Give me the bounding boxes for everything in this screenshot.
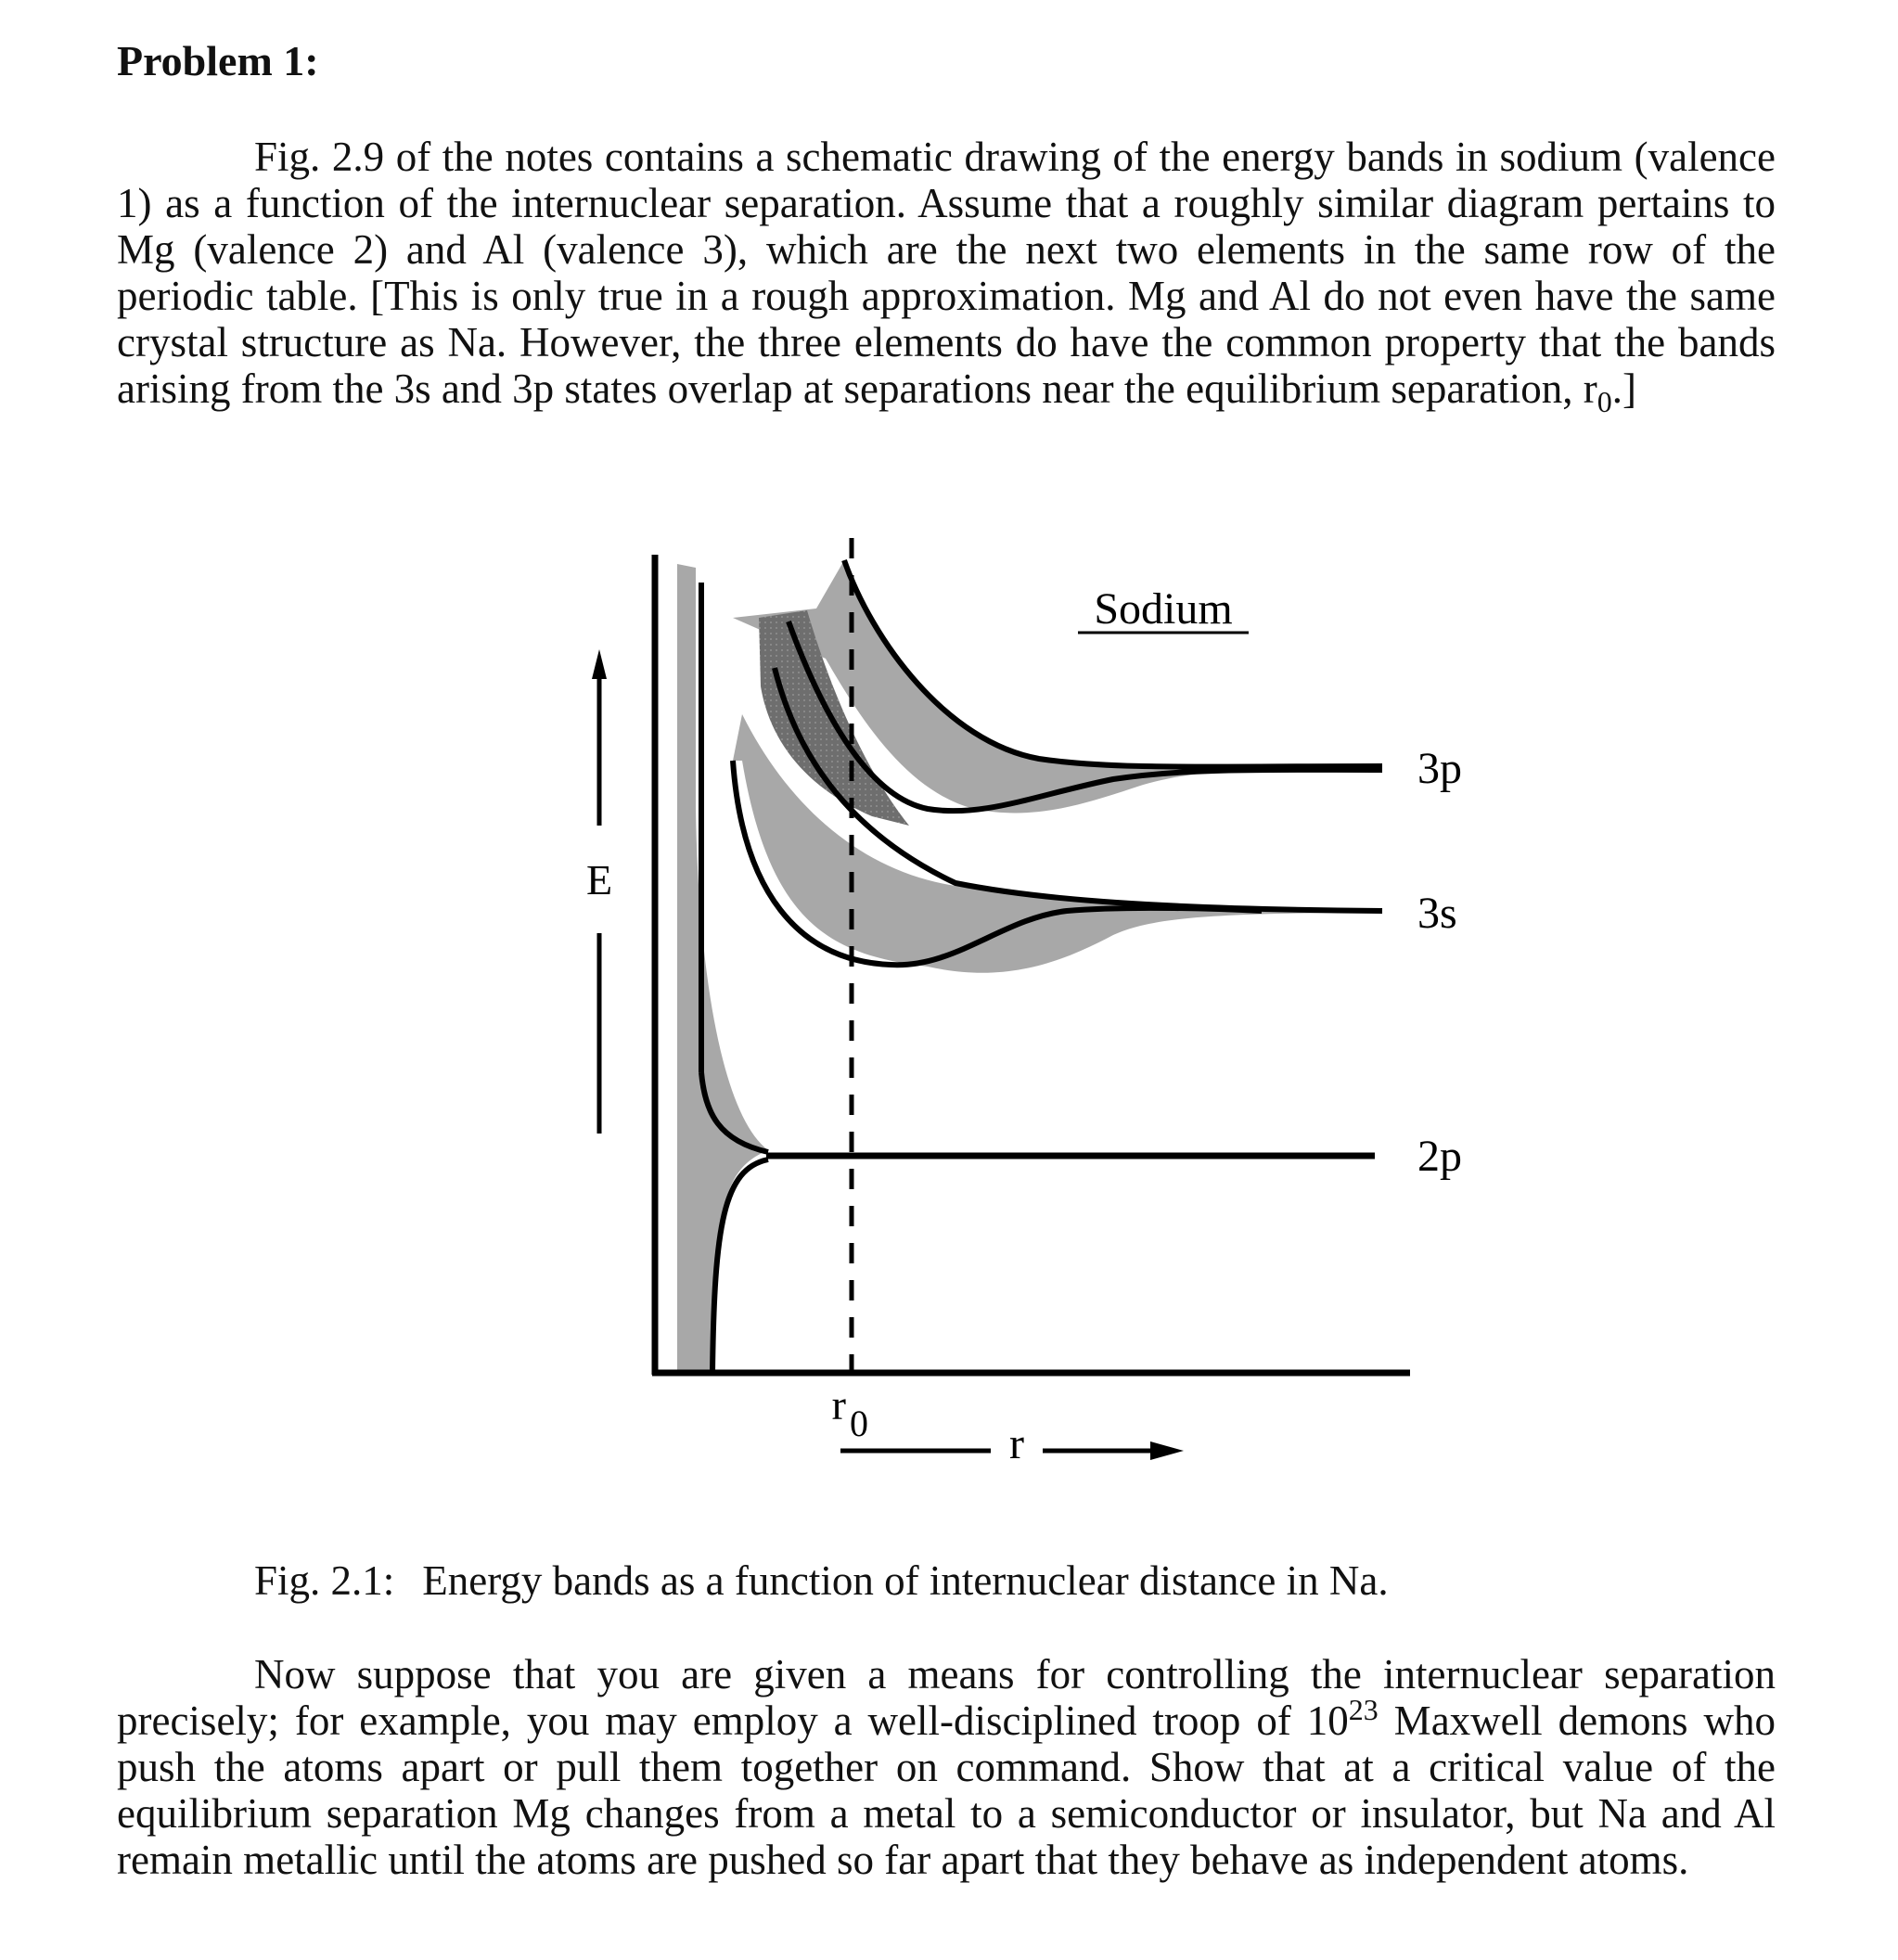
r0-symbol: r xyxy=(831,1381,846,1428)
intro-subscript: 0 xyxy=(1597,385,1612,418)
energy-band-figure xyxy=(557,519,1484,1503)
task-superscript: 23 xyxy=(1348,1693,1379,1726)
task-paragraph xyxy=(117,1651,1776,1883)
energy-band-diagram xyxy=(557,519,1484,1503)
caption-label: Fig. 2.1: xyxy=(254,1557,395,1604)
r-arrowhead-icon xyxy=(1150,1441,1184,1460)
figure-caption xyxy=(254,1555,1389,1607)
r0-subscript: 0 xyxy=(850,1403,868,1444)
task-text-before: Now suppose that you are given a means for controlling the internuclear separation precisely; for example, you may employ a well-disciplined troop of 10 xyxy=(117,1651,1776,1744)
problem-heading: Problem 1: xyxy=(117,37,319,84)
band-label-3s: 3s xyxy=(1417,889,1457,938)
r0-label xyxy=(832,1381,846,1428)
energy-arrowhead-icon xyxy=(592,649,607,679)
band-2p-fill xyxy=(677,564,768,1373)
intro-paragraph xyxy=(117,134,1776,418)
r-axis-label: r xyxy=(1009,1419,1024,1468)
band-label-2p: 2p xyxy=(1417,1132,1462,1181)
figure-title: Sodium xyxy=(1094,584,1233,634)
intro-text: Fig. 2.9 of the notes contains a schematic drawing of the energy bands in sodium (valence 1) as a function of the internuclear separation. Assume that a roughly similar diagram pertains to Mg (valence 2) and Al (valence 3), which are the next two elements in the same row of the periodic table. [This is only true in a rough approximation. Mg and Al do not even have the same crystal structure as Na. However, the three elements do have the common property that the bands arising from the 3s and 3p states overlap at separations near the equilibrium separation, r xyxy=(117,134,1776,412)
band-label-3p: 3p xyxy=(1417,744,1462,793)
caption-text: Energy bands as a function of internuclear distance in Na. xyxy=(422,1557,1389,1604)
task-text-after: Maxwell demons who push the atoms apart or pull them together on command. Show that at a critical value of the equilibrium separation Mg changes from a metal to a semiconductor or insulator, but Na and Al remain metallic until the atoms are pushed so far apart that they behave as independent atoms. xyxy=(117,1697,1776,1883)
energy-axis-label: E xyxy=(585,856,613,903)
intro-tail: .] xyxy=(1611,365,1637,412)
